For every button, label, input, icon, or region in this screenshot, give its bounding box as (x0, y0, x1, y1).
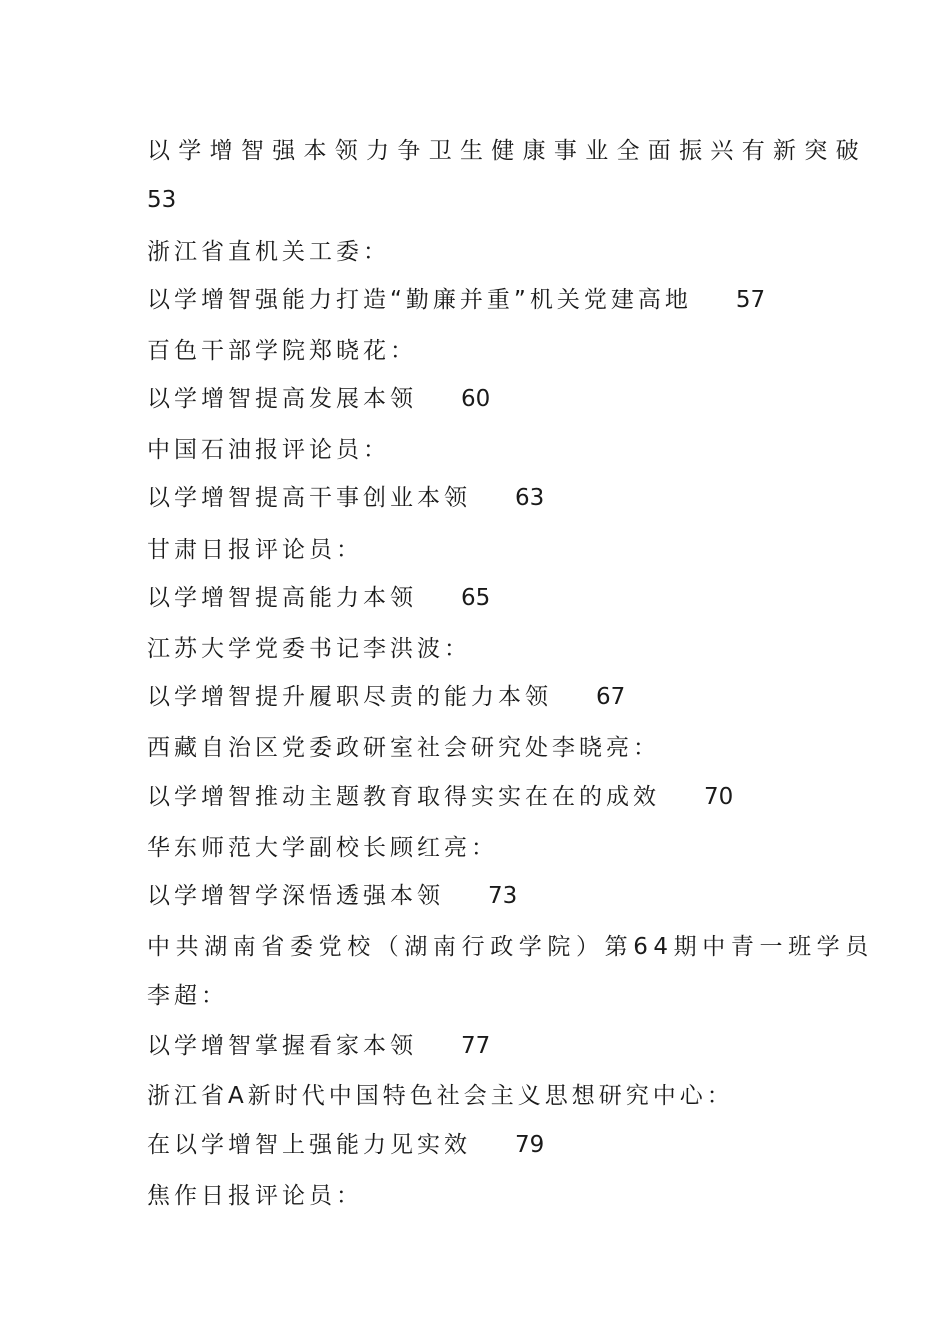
toc-entry-author (147, 981, 827, 1011)
toc-entry-text: 以学增智强本领力争卫生健康事业全面振兴有新突破 (147, 138, 867, 164)
toc-author-text: 甘肃日报评论员： (147, 537, 363, 563)
toc-entry-title (147, 881, 827, 911)
toc-entry-title (147, 682, 827, 712)
toc-entry-text: 以学增智提高能力本领 (147, 585, 417, 611)
toc-author-text: 江苏大学党委书记李洪波： (147, 636, 471, 662)
toc-entry-text: 以学增智提升履职尽责的能力本领 (147, 684, 552, 710)
toc-page-number: 73 (488, 883, 518, 909)
toc-page-number-text: 53 (147, 187, 177, 213)
toc-author-text: 西藏自治区党委政研室社会研究处李晓亮： (147, 735, 660, 761)
toc-entry-title (147, 782, 827, 812)
toc-entry-author (147, 237, 827, 267)
toc-entry-title (147, 136, 867, 166)
toc-entry-text: 以学增智提高发展本领 (147, 386, 417, 412)
toc-entry-text: 以学增智强能力打造“勤廉并重”机关党建高地 (147, 287, 692, 313)
toc-entry-text: 以学增智掌握看家本领 (147, 1033, 417, 1059)
toc-author-text: 浙江省直机关工委： (147, 239, 390, 265)
toc-entry-title (147, 1031, 827, 1061)
toc-page-number: 57 (735, 287, 766, 313)
toc-entry-text: 以学增智推动主题教育取得实实在在的成效 (147, 784, 660, 810)
toc-entry-author (147, 733, 827, 763)
toc-entry-text: 在以学增智上强能力见实效 (147, 1132, 471, 1158)
toc-page-number: 79 (515, 1132, 545, 1158)
toc-entry-title (147, 583, 827, 613)
toc-author-text: 焦作日报评论员： (147, 1183, 363, 1209)
toc-entry-title (147, 384, 827, 414)
toc-author-text: 华东师范大学副校长顾红亮： (147, 835, 498, 861)
toc-entry-author (147, 1081, 827, 1111)
toc-page-number: 67 (596, 684, 626, 710)
toc-entry-author (147, 634, 827, 664)
toc-entry-title (147, 483, 827, 513)
toc-page-number: 77 (461, 1033, 491, 1059)
toc-author-text: 中共湖南省委党校（湖南行政学院）第64期中青一班学员 (147, 934, 874, 960)
toc-entry-text: 以学增智学深悟透强本领 (147, 883, 444, 909)
toc-entry-author (147, 1181, 827, 1211)
toc-entry-title (147, 1130, 827, 1160)
toc-author-text: 浙江省A新时代中国特色社会主义思想研究中心： (147, 1083, 734, 1109)
toc-entry-author (147, 833, 827, 863)
toc-page-number: 70 (704, 784, 734, 810)
toc-page-number: 65 (461, 585, 491, 611)
toc-page-number (147, 185, 827, 215)
toc-entry-text: 以学增智提高干事创业本领 (147, 485, 471, 511)
toc-entry-title (147, 285, 827, 315)
toc-entry-author (147, 336, 827, 366)
toc-page-number: 60 (461, 386, 491, 412)
toc-author-text: 百色干部学院郑晓花： (147, 338, 417, 364)
toc-author-text: 中国石油报评论员： (147, 437, 390, 463)
toc-author-text: 李超： (147, 983, 228, 1009)
toc-page-number: 63 (515, 485, 545, 511)
toc-entry-author (147, 435, 827, 465)
toc-entry-author (147, 535, 827, 565)
toc-entry-author (147, 932, 874, 962)
